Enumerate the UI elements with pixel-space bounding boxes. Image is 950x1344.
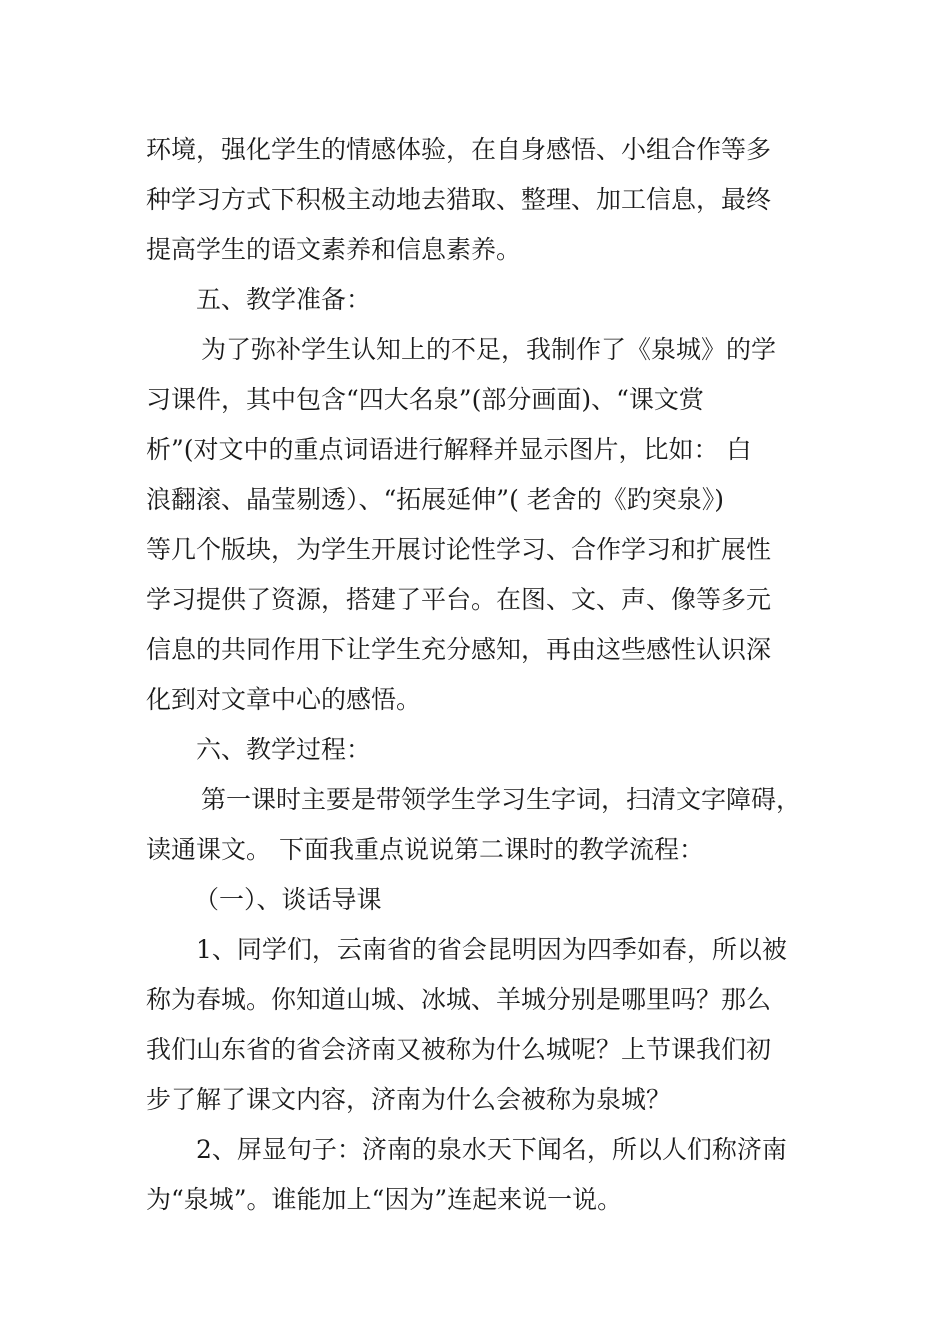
paragraph-line: 环境，强化学生的情感体验，在自身感悟、小组合作等多 (146, 135, 772, 164)
paragraph-line: 为“泉城”。谁能加上“因为”连起来说一说。 (146, 1185, 623, 1214)
paragraph-line: 种学习方式下积极主动地去猎取、整理、加工信息，最终 (146, 185, 772, 214)
paragraph-line: 信息的共同作用下让学生充分感知，再由这些感性认识深 (146, 635, 772, 664)
paragraph-line: 等几个版块，为学生开展讨论性学习、合作学习和扩展性 (146, 535, 772, 564)
paragraph-line: 析”(对文中的重点词语进行解释并显示图片，比如： 白 (146, 435, 752, 464)
paragraph-line: 读通课文。 下面我重点说说第二课时的教学流程： (146, 835, 704, 864)
paragraph-line: 2、屏显句子：济南的泉水天下闻名，所以人们称济南 (196, 1135, 787, 1164)
paragraph-line: 习课件，其中包含“四大名泉”(部分画面)、“课文赏 (146, 385, 704, 414)
paragraph-line: 1、同学们，云南省的省会昆明因为四季如春，所以被 (196, 935, 787, 964)
section-heading: 五、教学准备： (196, 285, 372, 314)
paragraph-line: 提高学生的语文素养和信息素养。 (146, 235, 522, 264)
paragraph-line: 第一课时主要是带领学生学习生字词，扫清文字障碍， (201, 785, 802, 814)
section-heading: 六、教学过程： (196, 735, 372, 764)
document-body (146, 125, 816, 1225)
paragraph-line: 为了弥补学生认知上的不足，我制作了《泉城》的学 (201, 335, 777, 364)
paragraph-line: 我们山东省的省会济南又被称为什么城呢？上节课我们初 (146, 1035, 772, 1064)
paragraph-line: 化到对文章中心的感悟。 (146, 685, 422, 714)
paragraph-line: 学习提供了资源，搭建了平台。在图、文、声、像等多元 (146, 585, 772, 614)
paragraph-line: 步了解了课文内容，济南为什么会被称为泉城？ (146, 1085, 672, 1114)
paragraph-line: 称为春城。你知道山城、冰城、羊城分别是哪里吗？那么 (146, 985, 772, 1014)
paragraph-line: 浪翻滚、晶莹剔透）、“拓展延伸”( 老舍的《趵突泉》) (146, 485, 725, 514)
subsection-heading: （一）、谈话导课 (194, 885, 382, 914)
